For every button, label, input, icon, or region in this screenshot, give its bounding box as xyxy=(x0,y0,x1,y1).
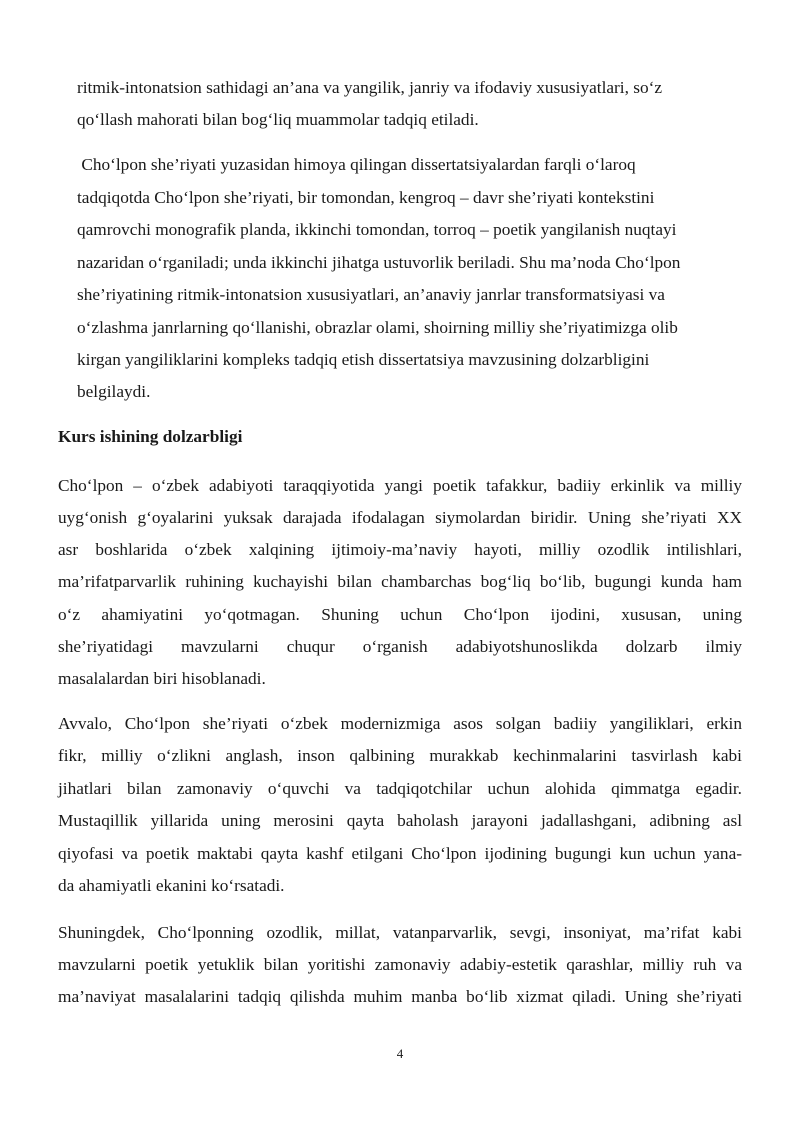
paragraph-line: da ahamiyatli ekanini ko‘rsatadi. xyxy=(58,876,285,895)
paragraph-line: qo‘llash mahorati bilan bog‘liq muammolar tadqiq etiladi. xyxy=(77,110,479,129)
paragraph-line: ma’rifatparvarlik ruhining kuchayishi bilan chambarchas bog‘liq bo‘lib, bugungi kunda ham xyxy=(58,572,742,591)
paragraph-line: Cho‘lpon she’riyati yuzasidan himoya qilingan dissertatsiyalardan farqli o‘laroq xyxy=(77,155,636,174)
paragraph-line: she’riyatidagi mavzularni chuqur o‘rganish adabiyotshunoslikda dolzarb ilmiy xyxy=(58,637,742,656)
paragraph-line: she’riyatining ritmik-intonatsion xususiyatlari, an’anaviy janrlar transformatsiyasi va xyxy=(77,285,665,304)
paragraph-line: Avvalo, Cho‘lpon she’riyati o‘zbek modernizmiga asos solgan badiiy yangiliklari, erkin xyxy=(58,714,742,733)
paragraph-line: o‘zlashma janrlarning qo‘llanishi, obrazlar olami, shoirning milliy she’riyatimizga olib xyxy=(77,318,678,337)
paragraph-line: Mustaqillik yillarida uning merosini qayta baholash jarayoni jadallashgani, adibning asl xyxy=(58,811,742,830)
paragraph-line: fikr, milliy o‘zlikni anglash, inson qalbining murakkab kechinmalarini tasvirlash kabi xyxy=(58,746,742,765)
paragraph-line: jihatlari bilan zamonaviy o‘quvchi va tadqiqotchilar uchun alohida qimmatga egadir. xyxy=(58,779,742,798)
paragraph-line: belgilaydi. xyxy=(77,382,151,401)
paragraph-line: ma’naviyat masalalarini tadqiq qilishda muhim manba bo‘lib xizmat qiladi. Uning she’riyati xyxy=(58,987,742,1006)
paragraph-line: Cho‘lpon – o‘zbek adabiyoti taraqqiyotida yangi poetik tafakkur, badiiy erkinlik va milliy xyxy=(58,476,742,495)
paragraph-line: mavzularni poetik yetuklik bilan yoritishi zamonaviy adabiy-estetik qarashlar, milliy ruh va xyxy=(58,955,742,974)
paragraph-line: ritmik-intonatsion sathidagi an’ana va yangilik, janriy va ifodaviy xususiyatlari, so‘z xyxy=(77,78,663,97)
paragraph-line: asr boshlarida o‘zbek xalqining ijtimoiy-ma’naviy hayoti, milliy ozodlik intilishlari, xyxy=(58,540,742,559)
paragraph-line: tadqiqotda Cho‘lpon she’riyati, bir tomondan, kengroq – davr she’riyati kontekstini xyxy=(77,188,655,207)
paragraph-line: nazaridan o‘rganiladi; unda ikkinchi jihatga ustuvorlik beriladi. Shu ma’noda Cho‘lpon xyxy=(77,253,681,272)
paragraph-line: uyg‘onish g‘oyalarini yuksak darajada ifodalagan siymolardan biridir. Uning she’riyati XX xyxy=(58,508,742,527)
page-number: 4 xyxy=(396,1046,404,1061)
paragraph-line: Shuningdek, Cho‘lponning ozodlik, millat, vatanparvarlik, sevgi, insoniyat, ma’rifat kabi xyxy=(58,923,742,942)
paragraph-line: qamrovchi monografik planda, ikkinchi tomondan, torroq – poetik yangilanish nuqtayi xyxy=(77,220,677,239)
paragraph-line: masalalardan biri hisoblanadi. xyxy=(58,669,266,688)
section-heading: Kurs ishining dolzarbligi xyxy=(58,427,243,446)
paragraph-line: qiyofasi va poetik maktabi qayta kashf etilgani Cho‘lpon ijodining bugungi kun uchun yana- xyxy=(58,844,742,863)
paragraph-line: o‘z ahamiyatini yo‘qotmagan. Shuning uchun Cho‘lpon ijodini, xususan, uning xyxy=(58,605,742,624)
paragraph-line: kirgan yangiliklarini kompleks tadqiq etish dissertatsiya mavzusining dolzarbligini xyxy=(77,350,650,369)
